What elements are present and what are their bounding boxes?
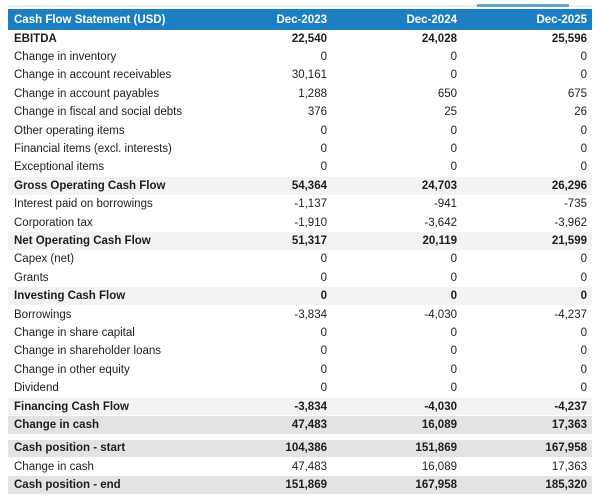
- table-body-main: [8, 30, 592, 435]
- value-cell: 0: [320, 363, 327, 376]
- row-label: Change in cash: [14, 460, 94, 473]
- table-row: [8, 140, 592, 158]
- table-row: [8, 30, 592, 48]
- value-cell: 0: [450, 345, 457, 358]
- row-label: Cash position - end: [14, 479, 121, 492]
- table-row: [8, 269, 592, 287]
- value-cell: 376: [307, 106, 327, 119]
- table-row: [8, 343, 592, 361]
- cash-flow-table: [8, 9, 592, 495]
- value-cell: 0: [450, 69, 457, 82]
- value-cell: 0: [320, 345, 327, 358]
- row-label: Change in account payables: [14, 87, 160, 100]
- table-row: [8, 159, 592, 177]
- row-label: Change in other equity: [14, 363, 130, 376]
- value-cell: 16,089: [421, 418, 457, 431]
- value-cell: 0: [320, 51, 327, 64]
- value-cell: -735: [563, 198, 587, 211]
- value-cell: 675: [567, 87, 587, 100]
- value-cell: -4,030: [424, 400, 457, 413]
- cropped-top-edge-accent: [477, 4, 569, 7]
- table-row: [8, 440, 592, 458]
- value-cell: 0: [450, 326, 457, 339]
- row-label: Other operating items: [14, 124, 125, 137]
- table-row: [8, 458, 592, 476]
- value-cell: -941: [433, 198, 457, 211]
- value-cell: 0: [450, 51, 457, 64]
- table-row: [8, 85, 592, 103]
- row-label: Net Operating Cash Flow: [14, 234, 151, 247]
- row-label: Change in cash: [14, 418, 99, 431]
- value-cell: 0: [580, 69, 587, 82]
- value-cell: 0: [320, 382, 327, 395]
- value-cell: 24,028: [421, 32, 457, 45]
- value-cell: -3,962: [554, 216, 587, 229]
- row-label: Exceptional items: [14, 161, 105, 174]
- value-cell: 0: [580, 124, 587, 137]
- row-label: Change in account receivables: [14, 69, 172, 82]
- value-cell: 167,958: [545, 442, 587, 455]
- value-cell: 0: [580, 345, 587, 358]
- value-cell: -3,834: [294, 400, 327, 413]
- value-cell: 0: [450, 271, 457, 284]
- value-cell: 0: [320, 161, 327, 174]
- value-cell: 17,363: [551, 418, 587, 431]
- value-cell: 0: [580, 253, 587, 266]
- table-row: [8, 67, 592, 85]
- value-cell: 21,599: [551, 234, 587, 247]
- value-cell: 167,958: [415, 479, 457, 492]
- value-cell: 0: [320, 290, 327, 303]
- row-label: EBITDA: [14, 32, 57, 45]
- row-label: Change in inventory: [14, 51, 117, 64]
- value-cell: 0: [450, 363, 457, 376]
- value-cell: 0: [450, 382, 457, 395]
- table-row: [8, 177, 592, 195]
- table-row: [8, 214, 592, 232]
- value-cell: -3,642: [424, 216, 457, 229]
- value-cell: 0: [580, 326, 587, 339]
- value-cell: 0: [580, 290, 587, 303]
- row-label: Dividend: [14, 382, 59, 395]
- value-cell: 151,869: [285, 479, 327, 492]
- table-row: [8, 104, 592, 122]
- table-row: [8, 476, 592, 494]
- row-label: Grants: [14, 271, 49, 284]
- value-cell: 0: [320, 143, 327, 156]
- value-cell: -4,237: [554, 308, 587, 321]
- row-label: Corporation tax: [14, 216, 93, 229]
- table-row: [8, 122, 592, 140]
- value-cell: 47,483: [291, 418, 327, 431]
- value-cell: 185,320: [545, 479, 587, 492]
- value-cell: 30,161: [291, 69, 327, 82]
- table-row: [8, 398, 592, 416]
- value-cell: 25: [444, 106, 457, 119]
- value-cell: 26: [574, 106, 587, 119]
- value-cell: -1,910: [294, 216, 327, 229]
- row-label: Change in shareholder loans: [14, 345, 162, 358]
- value-cell: 54,364: [291, 179, 327, 192]
- table-header-row: [8, 9, 592, 30]
- value-cell: 22,540: [291, 32, 327, 45]
- table-body-cash-position: [8, 440, 592, 495]
- value-cell: 104,386: [285, 442, 327, 455]
- value-cell: 25,596: [551, 32, 587, 45]
- table-row: [8, 251, 592, 269]
- value-cell: 0: [450, 161, 457, 174]
- value-cell: 0: [320, 253, 327, 266]
- column-header-dec-2025: Dec-2025: [536, 13, 587, 26]
- value-cell: 1,288: [298, 87, 327, 100]
- table-row: [8, 324, 592, 342]
- value-cell: 0: [580, 143, 587, 156]
- value-cell: -1,137: [294, 198, 327, 211]
- table-row: [8, 379, 592, 397]
- column-header-dec-2024: Dec-2024: [406, 13, 457, 26]
- table-row: [8, 232, 592, 250]
- value-cell: -3,834: [294, 308, 327, 321]
- table-row: [8, 287, 592, 305]
- value-cell: -4,237: [554, 400, 587, 413]
- value-cell: 0: [580, 271, 587, 284]
- row-label: Gross Operating Cash Flow: [14, 179, 166, 192]
- value-cell: 650: [437, 87, 457, 100]
- value-cell: -4,030: [424, 308, 457, 321]
- value-cell: 0: [450, 253, 457, 266]
- row-label: Change in share capital: [14, 326, 135, 339]
- row-label: Cash position - start: [14, 442, 126, 455]
- value-cell: 0: [450, 143, 457, 156]
- value-cell: 0: [580, 363, 587, 376]
- value-cell: 0: [320, 271, 327, 284]
- value-cell: 26,296: [551, 179, 587, 192]
- value-cell: 24,703: [421, 179, 457, 192]
- value-cell: 51,317: [291, 234, 327, 247]
- row-label: Change in fiscal and social debts: [14, 106, 183, 119]
- row-label: Investing Cash Flow: [14, 290, 126, 303]
- value-cell: 0: [450, 290, 457, 303]
- table-row: [8, 196, 592, 214]
- value-cell: 17,363: [551, 460, 587, 473]
- value-cell: 47,483: [291, 460, 327, 473]
- table-row: [8, 416, 592, 434]
- value-cell: 0: [320, 326, 327, 339]
- value-cell: 0: [580, 161, 587, 174]
- row-label: Borrowings: [14, 308, 72, 321]
- row-label: Financial items (excl. interests): [14, 143, 172, 156]
- value-cell: 0: [450, 124, 457, 137]
- row-label: Financing Cash Flow: [14, 400, 130, 413]
- table-row: [8, 48, 592, 66]
- value-cell: 0: [320, 124, 327, 137]
- table-row: [8, 306, 592, 324]
- value-cell: 20,119: [422, 234, 457, 247]
- row-label: Interest paid on borrowings: [14, 198, 153, 211]
- table-title: Cash Flow Statement (USD): [14, 13, 166, 26]
- value-cell: 0: [580, 382, 587, 395]
- table-row: [8, 361, 592, 379]
- value-cell: 151,869: [415, 442, 457, 455]
- value-cell: 0: [580, 51, 587, 64]
- row-label: Capex (net): [14, 253, 75, 266]
- column-header-dec-2023: Dec-2023: [276, 13, 327, 26]
- value-cell: 16,089: [421, 460, 457, 473]
